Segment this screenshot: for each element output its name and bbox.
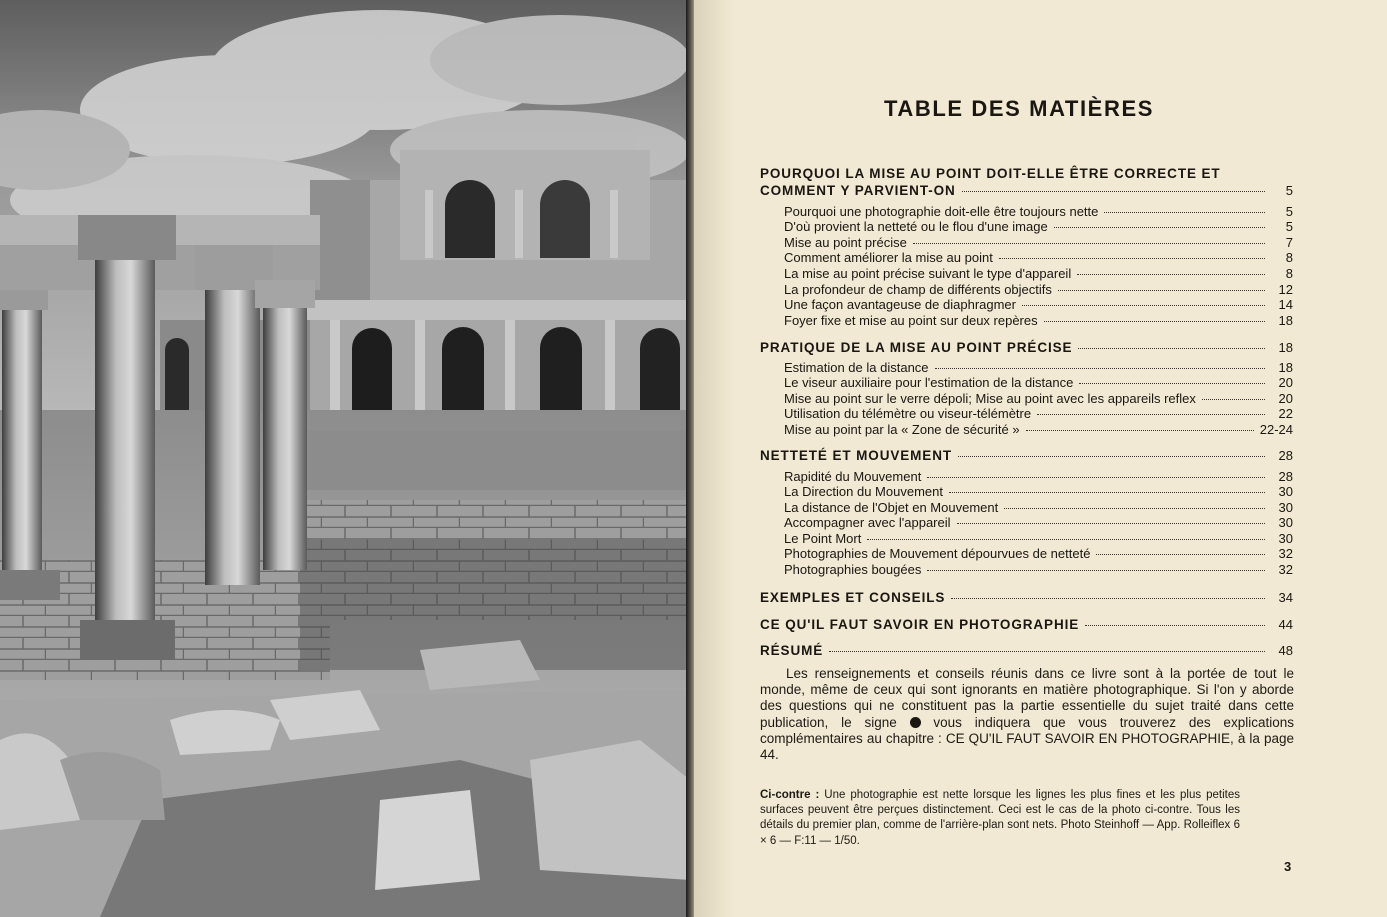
dot-leader — [1078, 348, 1265, 349]
toc-item[interactable] — [760, 469, 1293, 484]
toc-page-number: 5 — [1285, 183, 1293, 198]
toc-item[interactable] — [760, 282, 1293, 297]
toc-page-number: 28 — [1278, 448, 1293, 463]
toc-item-label: Le viseur auxiliaire pour l'estimation de la distance — [784, 375, 1074, 390]
toc-page-number: 20 — [1278, 375, 1293, 390]
dot-leader — [1202, 399, 1265, 400]
dot-leader — [1022, 305, 1265, 306]
toc-item[interactable] — [760, 204, 1293, 219]
note-text-part2: vous indiquera que vous trouverez des explications complémentaires au chapitre : CE QU'IL FAUT SAVOIR EN PHOTOGRAPHIE, à la page 44. — [760, 714, 1294, 763]
toc-item[interactable] — [760, 391, 1293, 406]
page-number: 3 — [1284, 859, 1292, 874]
dot-leader — [1058, 290, 1265, 291]
toc-item-label: Accompagner avec l'appareil — [784, 515, 951, 530]
toc-item[interactable] — [760, 219, 1293, 234]
dot-leader — [1054, 227, 1265, 228]
toc-item-label: Mise au point précise — [784, 235, 907, 250]
toc-item-label: La distance de l'Objet en Mouvement — [784, 500, 999, 515]
toc-item[interactable] — [760, 297, 1293, 312]
bullet-sign-icon — [910, 717, 921, 728]
toc-section-1[interactable] — [760, 183, 1293, 198]
toc-item[interactable] — [760, 484, 1293, 499]
toc-item-label: La mise au point précise suivant le type d'appareil — [784, 266, 1072, 281]
toc-item[interactable] — [760, 546, 1293, 561]
reader-note — [760, 666, 1294, 763]
toc-item[interactable] — [760, 531, 1293, 546]
toc-item[interactable] — [760, 360, 1293, 375]
dot-leader — [1037, 414, 1265, 415]
toc-item[interactable] — [760, 406, 1293, 421]
toc-item[interactable] — [760, 235, 1293, 250]
dot-leader — [951, 598, 1265, 599]
toc-item-label: Photographies de Mouvement dépourvues de netteté — [784, 546, 1091, 561]
toc-page-number: 5 — [1285, 219, 1293, 234]
dot-leader — [949, 492, 1265, 493]
dot-leader — [999, 258, 1265, 259]
toc-page-number: 5 — [1285, 204, 1293, 219]
toc-section-5[interactable] — [760, 617, 1293, 632]
toc-section-3[interactable] — [760, 448, 1293, 463]
toc-page-number: 30 — [1278, 484, 1293, 499]
dot-leader — [1085, 625, 1265, 626]
toc-section-label: RÉSUMÉ — [760, 643, 824, 658]
dot-leader — [1096, 554, 1265, 555]
theatre-facade — [300, 150, 690, 420]
toc-item-label: La Direction du Mouvement — [784, 484, 943, 499]
dot-leader — [1004, 508, 1265, 509]
dot-leader — [1077, 274, 1265, 275]
dot-leader — [829, 651, 1265, 652]
toc-section-label: PRATIQUE DE LA MISE AU POINT PRÉCISE — [760, 340, 1073, 355]
toc-page-number: 34 — [1278, 590, 1293, 605]
dot-leader — [1044, 321, 1265, 322]
toc-page-number: 30 — [1278, 500, 1293, 515]
toc-item-label: Le Point Mort — [784, 531, 862, 546]
toc-page-number: 18 — [1278, 340, 1293, 355]
toc-item-label: Pourquoi une photographie doit-elle être toujours nette — [784, 204, 1099, 219]
toc-item-label: Utilisation du télémètre ou viseur-télémètre — [784, 406, 1032, 421]
toc-page-number: 18 — [1278, 360, 1293, 375]
toc-item[interactable] — [760, 266, 1293, 281]
toc-section-label: NETTETÉ ET MOUVEMENT — [760, 448, 953, 463]
dot-leader — [1079, 383, 1265, 384]
toc-section-2[interactable] — [760, 340, 1293, 355]
toc-item-label: Estimation de la distance — [784, 360, 929, 375]
toc-item[interactable] — [760, 250, 1293, 265]
toc-item[interactable] — [760, 562, 1293, 577]
dot-leader — [958, 456, 1265, 457]
toc-page-number: 8 — [1285, 266, 1293, 281]
toc-page-number: 18 — [1278, 313, 1293, 328]
toc-item[interactable] — [760, 500, 1293, 515]
toc-item-label: Foyer fixe et mise au point sur deux repères — [784, 313, 1038, 328]
toc-page-number: 20 — [1278, 391, 1293, 406]
toc-item-label: Photographies bougées — [784, 562, 922, 577]
toc-page-number: 44 — [1278, 617, 1293, 632]
toc-section-1-title-line1: POURQUOI LA MISE AU POINT DOIT-ELLE ÊTRE CORRECTE ET — [760, 166, 1221, 181]
caption-lead: Ci-contre : — [760, 789, 820, 801]
toc-item-label: Comment améliorer la mise au point — [784, 250, 993, 265]
toc-page-number: 14 — [1278, 297, 1293, 312]
toc-page-number: 7 — [1285, 235, 1293, 250]
toc-page-number: 30 — [1278, 515, 1293, 530]
dot-leader — [913, 243, 1265, 244]
toc-section-label: EXEMPLES ET CONSEILS — [760, 590, 946, 605]
toc-item-label: Rapidité du Mouvement — [784, 469, 922, 484]
toc-page-number: 32 — [1278, 562, 1293, 577]
dot-leader — [927, 570, 1265, 571]
toc-page-number: 28 — [1278, 469, 1293, 484]
page-title: TABLE DES MATIÈRES — [884, 96, 1154, 121]
toc-item-label: D'où provient la netteté ou le flou d'une image — [784, 219, 1048, 234]
dot-leader — [927, 477, 1265, 478]
photo-caption — [760, 788, 1240, 849]
toc-page-number: 8 — [1285, 250, 1293, 265]
table-of-contents-page — [694, 0, 1387, 917]
toc-section-label: COMMENT Y PARVIENT-ON — [760, 183, 956, 198]
toc-item-label: Une façon avantageuse de diaphragmer — [784, 297, 1016, 312]
note-text-part1: Les renseignements et conseils réunis dans ce livre sont à la portée de tout le monde, même de ceux qui sont ignorants en matière photographique. Si l'on y aborde des questions qui ne constituent pas la partie essentielle du sujet traité dans cette publication, le signe — [760, 666, 1294, 730]
toc-page-number: 32 — [1278, 546, 1293, 561]
dot-leader — [957, 523, 1265, 524]
dot-leader — [1026, 430, 1254, 431]
dot-leader — [935, 368, 1265, 369]
photograph-roman-theatre-ruins — [0, 0, 690, 917]
toc-item-label: La profondeur de champ de différents objectifs — [784, 282, 1052, 297]
dot-leader — [962, 191, 1265, 192]
toc-section-label: CE QU'IL FAUT SAVOIR EN PHOTOGRAPHIE — [760, 617, 1080, 632]
toc-section-6[interactable] — [760, 643, 1293, 658]
photo-illustration — [0, 0, 690, 917]
toc-page-number: 48 — [1278, 643, 1293, 658]
toc-item-label: Mise au point par la « Zone de sécurité » — [784, 422, 1020, 437]
toc-section-4[interactable] — [760, 590, 1293, 605]
toc-item-label: Mise au point sur le verre dépoli; Mise au point avec les appareils reflex — [784, 391, 1196, 406]
toc-page-number: 22 — [1278, 406, 1293, 421]
dot-leader — [867, 539, 1265, 540]
toc-item[interactable] — [760, 375, 1293, 390]
toc-page-number: 30 — [1278, 531, 1293, 546]
toc-page-number: 22-24 — [1259, 422, 1293, 437]
toc-item[interactable] — [760, 515, 1293, 530]
toc-page-number: 12 — [1278, 282, 1293, 297]
dot-leader — [1104, 212, 1265, 213]
caption-text: Une photographie est nette lorsque les lignes les plus fines et les plus petites surfaces peuvent être perçues distinctement. Ceci est le cas de la photo ci-contre. Tous les détails du premier plan, comme de l'arrière-plan sont nets. Photo Steinhoff — App. Rolleiflex 6 × 6 — F:11 — 1/50. — [760, 789, 1240, 847]
toc-item[interactable] — [760, 313, 1293, 328]
toc-item[interactable] — [760, 422, 1293, 437]
